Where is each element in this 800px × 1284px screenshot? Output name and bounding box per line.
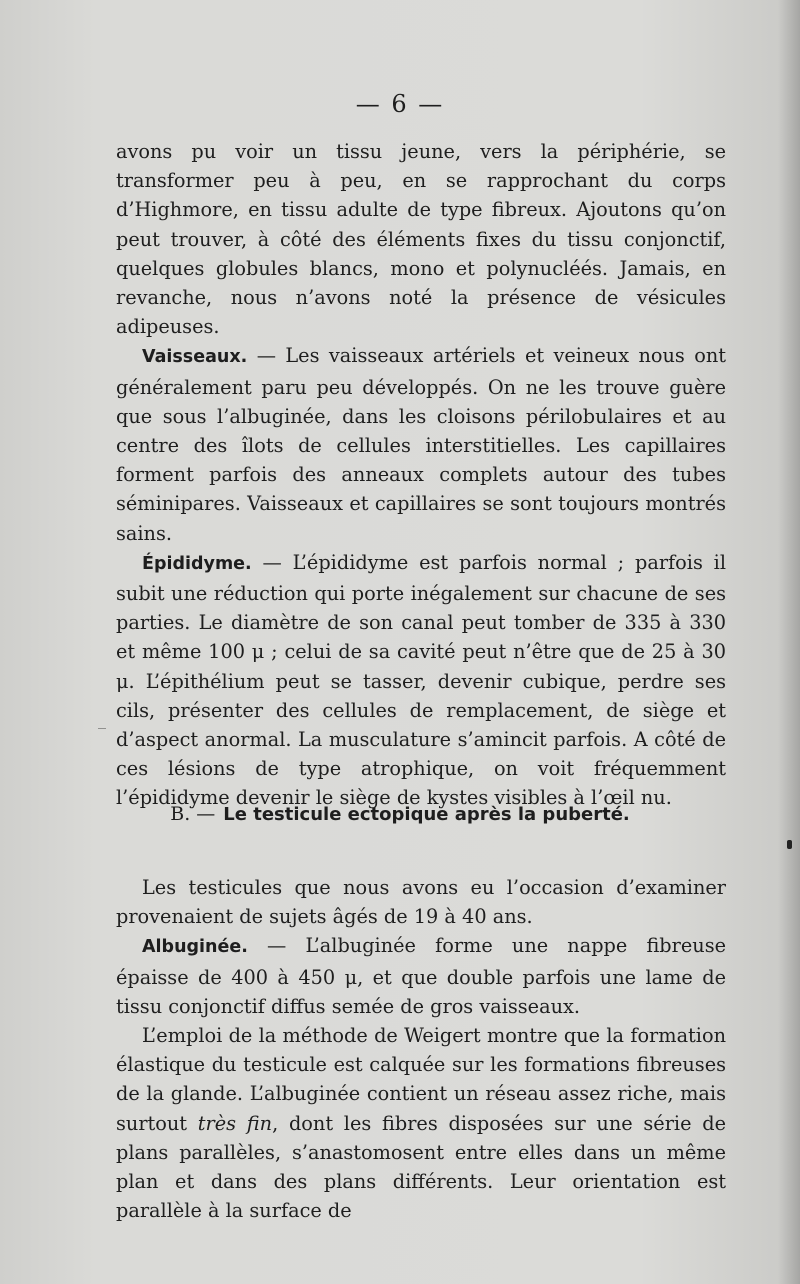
vaisseaux-text: — Les vaisseaux artériels et veineux nous ont généralement paru peu développés. On ne les trouve guère que sous l’albuginée, dans les cloisons périlobulaires et au centre des îlots de cellules interstitielles. Les capillaires forment parfois des anneaux complets autour des tubes séminipares. Vaisseaux et capillaires se sont toujours montrés sains. bbox=[116, 344, 726, 545]
epididyme-heading: Épididyme. bbox=[142, 553, 252, 574]
albuginee-heading: Albuginée. bbox=[142, 937, 248, 958]
paragraph-vaisseaux bbox=[116, 341, 726, 547]
section-heading bbox=[0, 803, 800, 825]
albuginee-text: — L’albuginée forme une nappe fibreuse épaisse de 400 à 450 μ, et que double parfois une lame de tissu conjonctif diffus semée de gros vaisseaux. bbox=[116, 934, 726, 1018]
section-title: Le testicule ectopique après la puberté. bbox=[223, 804, 630, 825]
paragraph-epididyme bbox=[116, 548, 726, 813]
page-edge-shadow bbox=[778, 0, 800, 1284]
section-prefix: B. — bbox=[170, 803, 216, 825]
upper-text-block bbox=[116, 137, 726, 813]
epididyme-text: — L’épididyme est parfois normal ; parfois il subit une réduction qui porte inégalement sur chacune de ses parties. Le diamètre de son canal peut tomber de 335 à 330 et même 100 μ ; celui de sa cavité peut n’être que de 25 à 30 μ. L’épithélium peut se tasser, devenir cubique, perdre ses cils, présenter des cellules de remplacement, de siège et d’aspect anormal. La musculature s’amincit parfois. A côté de ces lésions de type atrophique, on voit fréquemment l’épididyme devenir le siège de kystes visibles à l’œil nu. bbox=[116, 550, 726, 810]
page-number: — 6 — bbox=[355, 90, 445, 118]
paragraph-intro: Les testicules que nous avons eu l’occasion d’examiner provenaient de sujets âgés de 19 à 40 ans. bbox=[116, 876, 726, 929]
margin-mark bbox=[98, 728, 106, 729]
paragraph-continuation: avons pu voir un tissu jeune, vers la périphérie, se transformer peu à peu, en se rapprochant du corps d’Highmore, en tissu adulte de type fibreux. Ajoutons qu’on peut trouver, à côté des éléments fixes du tissu conjonctif, quelques globules blancs, mono et polynucléés. Jamais, en revanche, nous n’avons noté la présence de vésicules adipeuses. bbox=[116, 140, 726, 339]
weigert-italic: très fin bbox=[197, 1111, 273, 1135]
lower-text-block bbox=[116, 873, 726, 1225]
paragraph-weigert bbox=[116, 1021, 726, 1225]
vaisseaux-heading: Vaisseaux. bbox=[142, 347, 248, 368]
weigert-text-end: , dont les fibres disposées sur une série de plans parallèles, s’anastomosent entre elles dans un même plan et dans des plans différents. Leur orientation est parallèle à la surface de bbox=[116, 1111, 727, 1223]
weigert-text-start: L’emploi de la méthode de Weigert montre que la formation élastique du testicule est calquée sur les formations fibreuses de la glande. L’albuginée contient un réseau assez riche, mais surtout bbox=[116, 1024, 726, 1135]
paragraph-albuginee bbox=[116, 931, 726, 1021]
ink-speck bbox=[787, 840, 792, 849]
